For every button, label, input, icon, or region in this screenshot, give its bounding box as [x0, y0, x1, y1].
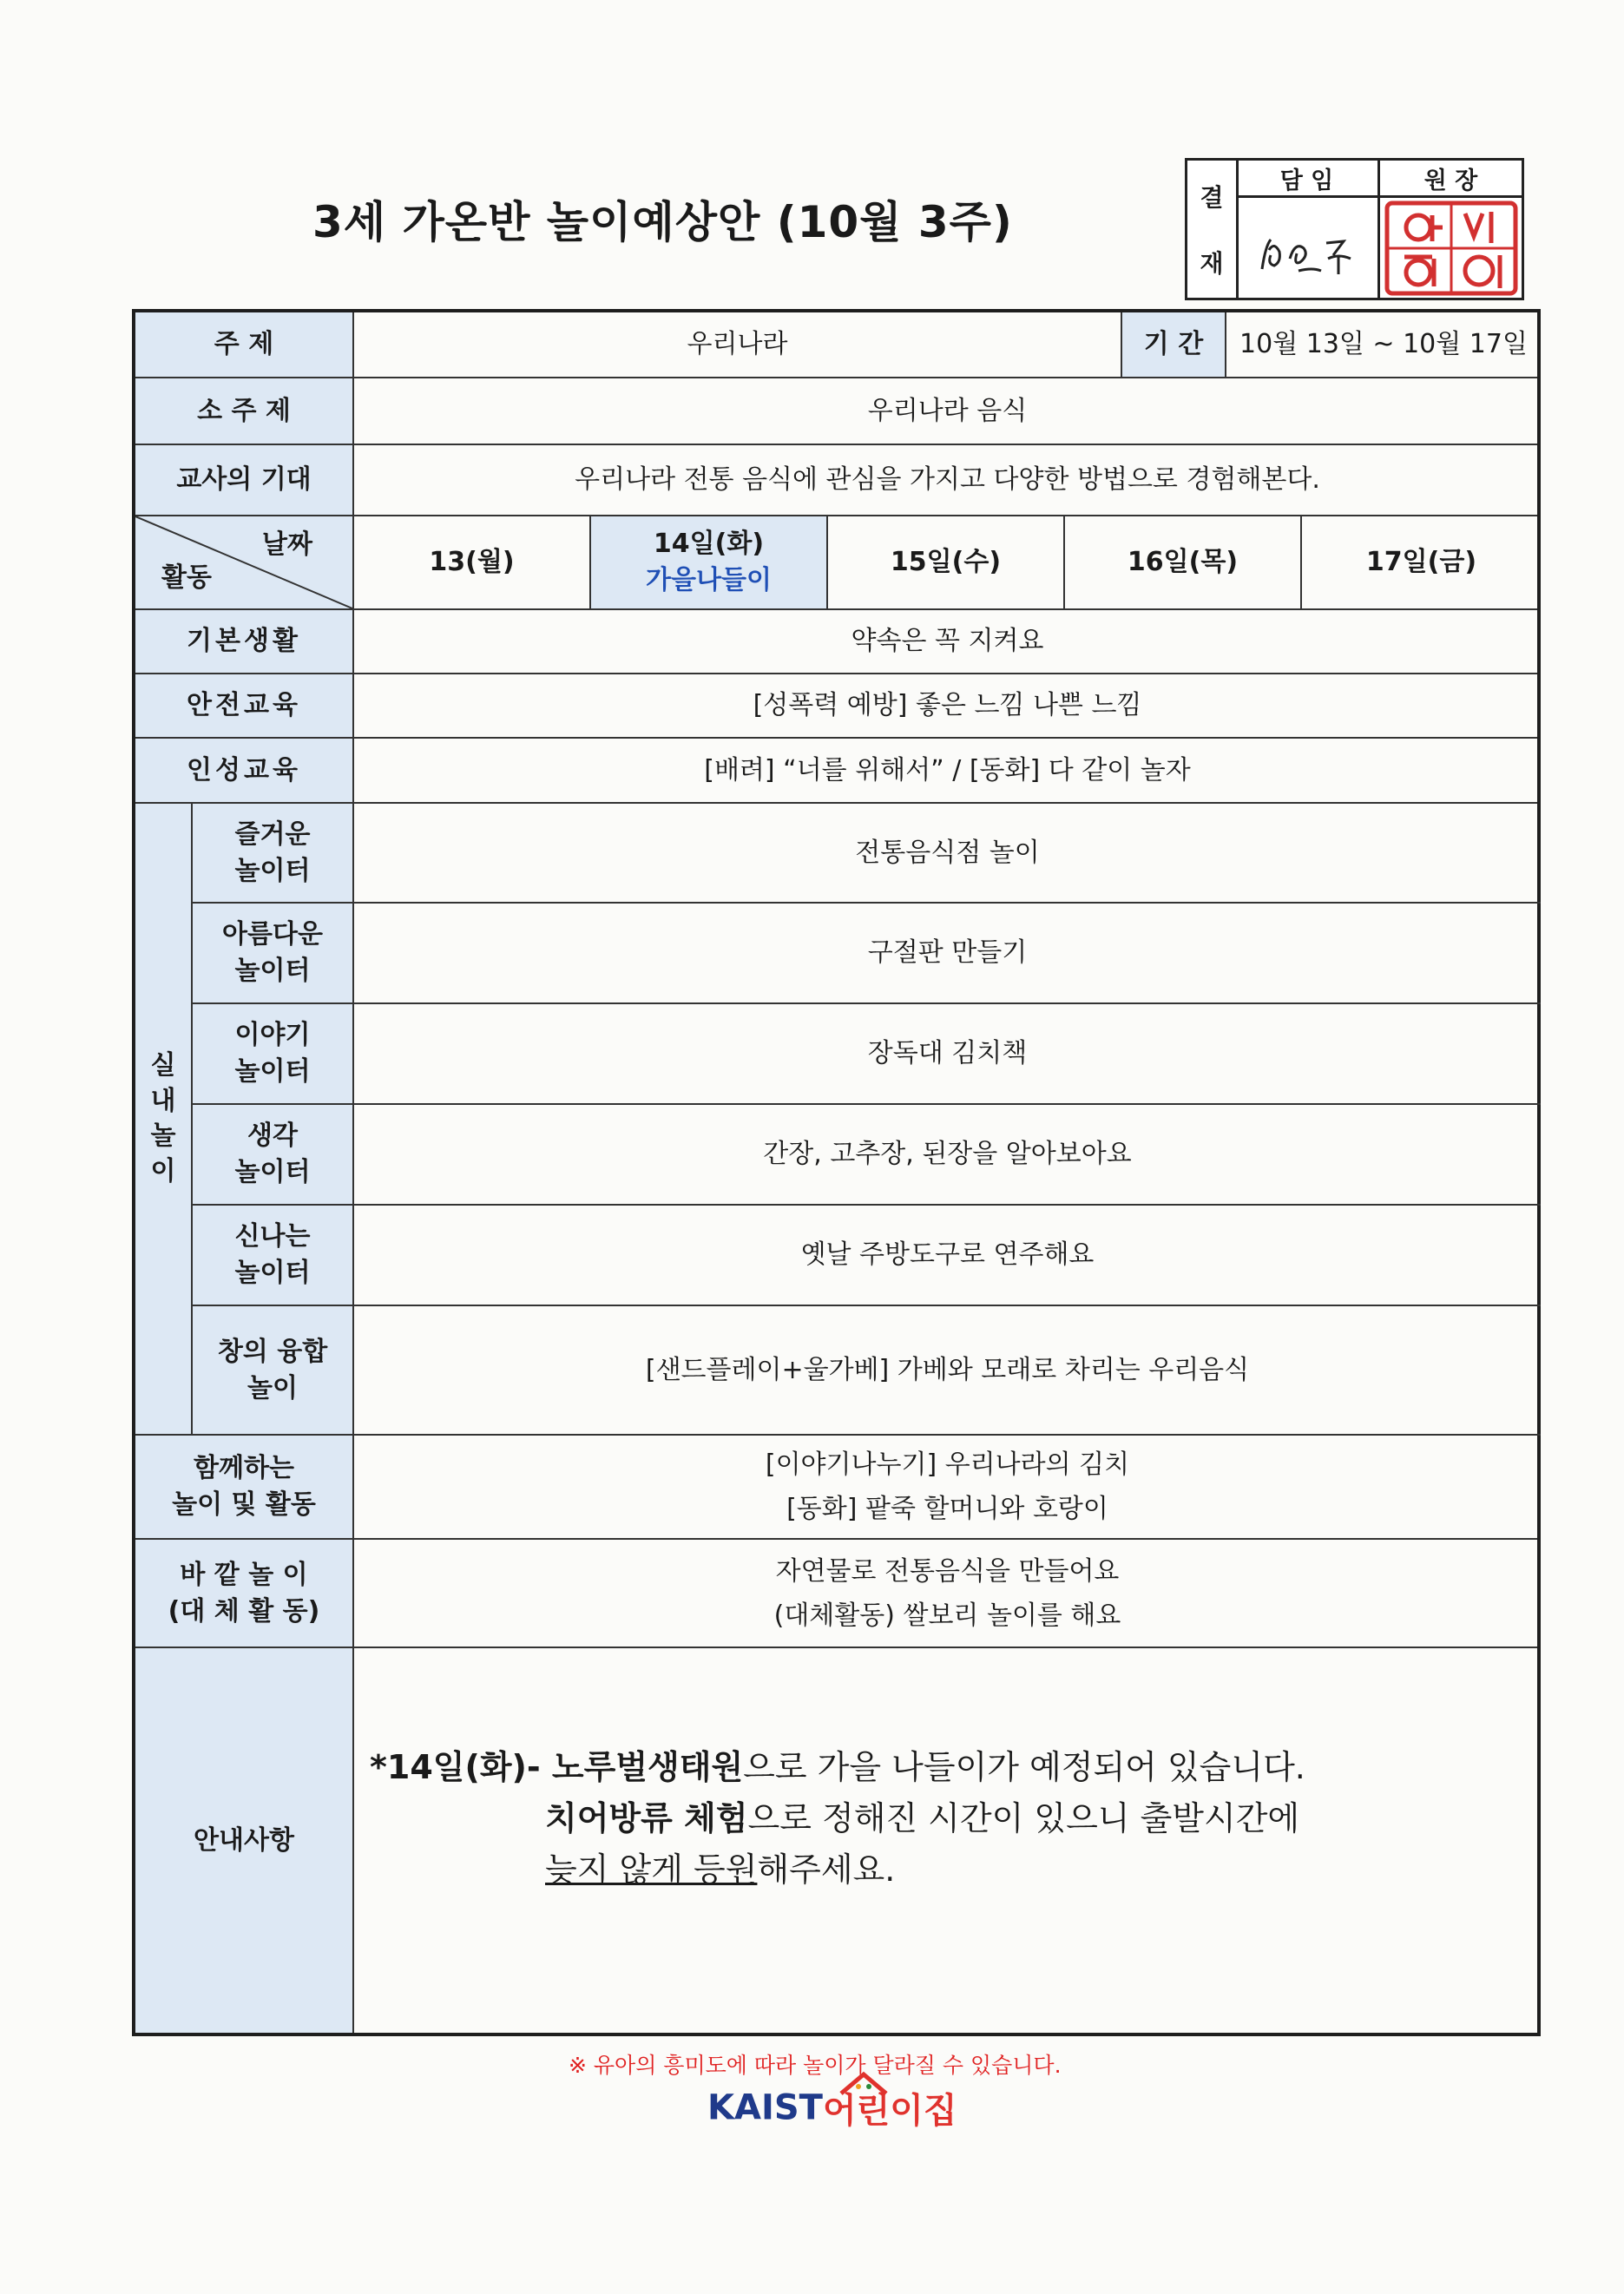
character-label: 인성교육 — [135, 739, 354, 802]
notice-activity: 치어방류 체험 — [545, 1798, 748, 1837]
day-tue — [591, 516, 828, 608]
theme-value: 우리나라 — [354, 312, 1122, 377]
indoor-area-value: 장독대 김치책 — [867, 1038, 1028, 1068]
day-thu: 16일(목) — [1065, 516, 1302, 608]
approval-gyeol: 결 — [1200, 183, 1224, 212]
indoor-row-1 — [193, 804, 1541, 904]
notice-underlined: 늦지 않게 등원 — [545, 1850, 758, 1889]
notice-line-3-rest: 해주세요. — [757, 1850, 896, 1889]
row-expectation — [135, 445, 1537, 516]
expectation-value: 우리나라 전통 음식에 관심을 가지고 다양한 방법으로 경험해본다. — [575, 464, 1320, 495]
notice-line-2-rest: 으로 정해진 시간이 있으니 출발시간에 — [747, 1798, 1300, 1837]
approval-jae: 재 — [1200, 249, 1224, 278]
row-character — [135, 739, 1537, 804]
seal-stamp-icon — [1380, 198, 1522, 298]
row-safety — [135, 674, 1537, 739]
indoor-row-6 — [193, 1306, 1541, 1436]
day-mon: 13(월) — [354, 516, 591, 608]
outdoor-line-1: 자연물로 전통음식을 만들어요 — [775, 1555, 1120, 1587]
page-title: 3세 가온반 놀이예상안 (10월 3주) — [312, 197, 1013, 247]
corner-date-label: 날짜 — [262, 529, 312, 560]
subtheme-value: 우리나라 음식 — [867, 395, 1028, 426]
day-wed: 15일(수) — [828, 516, 1065, 608]
indoor-area-label: 이야기 놀이터 — [193, 1004, 354, 1103]
character-value: [배려] “너를 위해서” / [동화] 다 같이 놀자 — [704, 754, 1191, 785]
indoor-area-value: [샌드플레이+울가베] 가베와 모래로 차리는 우리음식 — [645, 1354, 1250, 1385]
safety-label: 안전교육 — [135, 674, 354, 737]
notice-label: 안내사항 — [135, 1648, 354, 2033]
subtheme-label: 소 주 제 — [135, 378, 354, 444]
row-basic-life — [135, 610, 1537, 674]
indoor-group-label: 실 내 놀 이 — [135, 804, 193, 1436]
approval-side-label — [1187, 161, 1239, 298]
safety-value: [성폭력 예방] 좋은 느낌 나쁜 느낌 — [753, 690, 1142, 720]
dates-corner — [135, 516, 354, 608]
indoor-row-4 — [193, 1105, 1541, 1206]
approval-box — [1185, 158, 1524, 300]
notice-prefix: *14일(화)- — [370, 1748, 552, 1786]
logo-kaist: KAIST — [707, 2087, 823, 2128]
together-label: 함께하는 놀이 및 활동 — [135, 1436, 354, 1538]
row-notice — [135, 1648, 1537, 2033]
indoor-area-value: 전통음식점 놀이 — [855, 837, 1040, 868]
logo-kindergarten: 어린이집 — [822, 2091, 957, 2131]
row-together — [135, 1436, 1537, 1540]
expectation-label: 교사의 기대 — [135, 445, 354, 515]
director-stamp — [1380, 198, 1522, 298]
theme-label: 주 제 — [135, 312, 354, 377]
indoor-area-value: 간장, 고추장, 된장을 알아보아요 — [763, 1139, 1132, 1169]
together-line-2: [동화] 팥죽 할머니와 호랑이 — [786, 1494, 1108, 1524]
outdoor-label: 바 깥 놀 이 (대 체 활 동) — [135, 1540, 354, 1647]
notice-content — [370, 1742, 1305, 1896]
footer-notice: ※ 유아의 흥미도에 따라 놀이가 달라질 수 있습니다. — [569, 2053, 1062, 2078]
day-tue-label: 14일(화) — [653, 529, 765, 559]
basic-life-value: 약속은 꼭 지켜요 — [851, 626, 1044, 656]
row-subtheme — [135, 378, 1537, 445]
signature-icon — [1236, 198, 1377, 298]
period-label: 기 간 — [1122, 312, 1226, 377]
indoor-row-3 — [193, 1004, 1541, 1105]
basic-life-label: 기본생활 — [135, 610, 354, 673]
indoor-row-2 — [193, 904, 1541, 1004]
outdoor-value — [354, 1540, 1541, 1647]
plan-table — [132, 309, 1541, 2036]
indoor-area-label: 아름다운 놀이터 — [193, 904, 354, 1002]
kaist-logo — [707, 2083, 957, 2133]
notice-line-1-rest: 으로 가을 나들이가 예정되어 있습니다. — [743, 1748, 1305, 1786]
together-line-1: [이야기나누기] 우리나라의 김치 — [765, 1449, 1130, 1480]
indoor-area-label: 신나는 놀이터 — [193, 1206, 354, 1305]
notice-line-1 — [370, 1742, 1305, 1793]
indoor-row-5 — [193, 1206, 1541, 1306]
indoor-area-value: 옛날 주방도구로 연주해요 — [800, 1239, 1095, 1270]
indoor-area-value: 구절판 만들기 — [867, 937, 1028, 968]
indoor-area-label: 즐거운 놀이터 — [193, 804, 354, 902]
outdoor-line-2: (대체활동) 쌀보리 놀이를 해요 — [773, 1600, 1121, 1631]
corner-activity-label: 활동 — [161, 562, 212, 593]
row-outdoor — [135, 1540, 1537, 1648]
approval-director-header: 원 장 — [1380, 161, 1522, 198]
teacher-signature — [1236, 198, 1380, 298]
notice-place: 노루벌생태원 — [551, 1748, 744, 1786]
notice-line-3 — [370, 1844, 1305, 1896]
day-tue-note: 가을나들이 — [646, 565, 772, 595]
approval-teacher-header: 담 임 — [1236, 161, 1380, 198]
row-dates — [135, 516, 1537, 610]
house-roof-icon — [838, 2071, 890, 2097]
indoor-area-label: 생각 놀이터 — [193, 1105, 354, 1204]
row-theme — [135, 312, 1537, 378]
period-value: 10월 13일 ~ 10월 17일 — [1239, 329, 1528, 359]
day-fri: 17일(금) — [1365, 547, 1477, 577]
together-value — [354, 1436, 1541, 1538]
indoor-area-label: 창의 융합 놀이 — [193, 1306, 354, 1434]
notice-line-2 — [370, 1793, 1305, 1844]
